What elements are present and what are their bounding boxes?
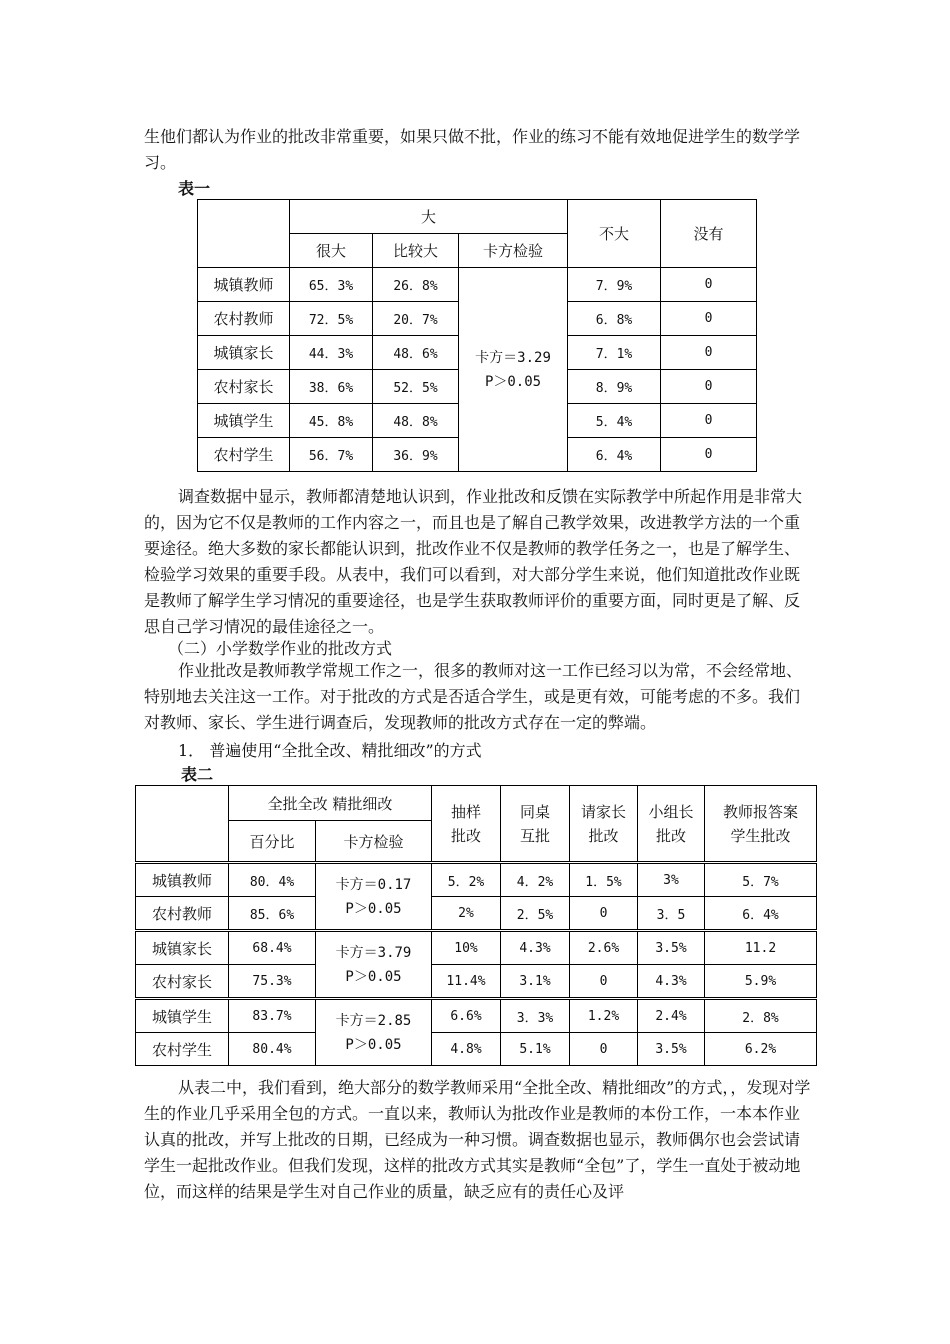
- table2-header-deskmate: [501, 786, 570, 863]
- table-cell: 6．4%: [568, 438, 661, 472]
- header-line: 批改: [655, 826, 686, 845]
- table-cell: 3．5: [638, 897, 705, 931]
- table2-header-teacher-answers: [705, 786, 817, 863]
- row-label: 农村家长: [136, 965, 229, 999]
- p-value: P＞0.05: [484, 373, 542, 390]
- table-cell: 6．4%: [705, 897, 817, 931]
- header-line: 批改: [450, 826, 481, 845]
- header-line: 学生批改: [730, 826, 791, 845]
- table-row: [136, 1033, 817, 1066]
- table-cell: 4.3%: [501, 931, 570, 965]
- table1: [197, 199, 757, 472]
- table-row: [136, 897, 817, 931]
- table-cell: 44．3%: [290, 336, 373, 370]
- table2-label: 表二: [181, 765, 214, 784]
- table-cell: 6．8%: [568, 302, 661, 336]
- table-cell: 10%: [432, 931, 501, 965]
- table-cell: 80．4%: [229, 863, 316, 897]
- table-cell: 1.2%: [570, 999, 638, 1033]
- chi-square-value: 卡方＝3.29: [475, 349, 551, 366]
- table2-chi-square-cell: [316, 999, 432, 1066]
- table-cell: 0: [570, 897, 638, 931]
- table1-group-header: 大: [290, 200, 568, 234]
- table2-header-parent: [570, 786, 638, 863]
- table1-header-budada: 不大: [568, 200, 661, 268]
- table-cell: 2.4%: [638, 999, 705, 1033]
- table-cell: 6.6%: [432, 999, 501, 1033]
- table-cell: 80.4%: [229, 1033, 316, 1066]
- row-label: 城镇学生: [198, 404, 290, 438]
- header-line: 教师报答案: [722, 802, 798, 821]
- table-cell: 38．6%: [290, 370, 373, 404]
- table-cell: 0: [661, 370, 757, 404]
- table-cell: 3.5%: [638, 1033, 705, 1066]
- table-cell: 0: [661, 336, 757, 370]
- row-label: 城镇教师: [136, 863, 229, 897]
- table-cell: 68.4%: [229, 931, 316, 965]
- table2-chi-square-cell: [316, 863, 432, 931]
- section-heading: （二）小学数学作业的批改方式: [168, 639, 393, 658]
- table-cell: 85．6%: [229, 897, 316, 931]
- body-paragraph-2: 作业批改是教师教学常规工作之一，很多的教师对这一工作已经习以为常，不会经常地、特别地去关注这一工作。对于批改的方式是否适合学生，或是更有效，可能考虑的不多。我们对教师、家长、学生进行调查后，发现教师的批改方式存在一定的弊端。: [144, 661, 803, 732]
- table-cell: 3.5%: [638, 931, 705, 965]
- table-row: [136, 999, 817, 1033]
- table-cell: 75.3%: [229, 965, 316, 999]
- table-cell: 2．5%: [501, 897, 570, 931]
- table-cell: 5．7%: [705, 863, 817, 897]
- table-cell: 48．8%: [373, 404, 459, 438]
- table2-group-header: 全批全改 精批细改: [229, 786, 432, 821]
- table-cell: 36．9%: [373, 438, 459, 472]
- table-row: [136, 863, 817, 897]
- table-cell: 0: [661, 404, 757, 438]
- table-cell: 6.2%: [705, 1033, 817, 1066]
- table-cell: 7．1%: [568, 336, 661, 370]
- table-cell: 0: [661, 302, 757, 336]
- chi-square-value: 卡方＝2.85: [335, 1012, 412, 1029]
- table-row: [136, 965, 817, 999]
- table2-chi-square-cell: [316, 931, 432, 999]
- table-cell: 52．5%: [373, 370, 459, 404]
- table-cell: 56．7%: [290, 438, 373, 472]
- table-cell: 0: [661, 438, 757, 472]
- header-line: 同桌: [519, 802, 550, 821]
- subheading: 1． 普遍使用“全批全改、精批细改”的方式: [178, 741, 482, 760]
- table-cell: 20．7%: [373, 302, 459, 336]
- table-cell: 2．8%: [705, 999, 817, 1033]
- table-cell: 0: [570, 1033, 638, 1066]
- header-line: 请家长: [580, 802, 626, 821]
- table-cell: 45．8%: [290, 404, 373, 438]
- table-row: [198, 268, 757, 302]
- header-line: 小组长: [648, 802, 694, 821]
- table-cell: 0: [661, 268, 757, 302]
- table-cell: 3%: [638, 863, 705, 897]
- table-cell: 83.7%: [229, 999, 316, 1033]
- table2: [135, 785, 817, 1066]
- row-label: 城镇学生: [136, 999, 229, 1033]
- table1-label: 表一: [178, 179, 211, 198]
- row-label: 城镇教师: [198, 268, 290, 302]
- header-line: 互批: [519, 826, 550, 845]
- body-paragraph-1: 调查数据中显示，教师都清楚地认识到，作业批改和反馈在实际教学中所起作用是非常大的，因为它不仅是教师的工作内容之一，而且也是了解自己教学效果，改进教学方法的一个重要途径。绝大多数的家长都能认识到，批改作业不仅是教师的教学任务之一，也是了解学生、检验学习效果的重要手段。从表中，我们可以看到，对大部分学生来说，他们知道批改作业既是教师了解学生学习情况的重要途径，也是学生获取教师评价的重要方面，同时更是了解、反思自己学习情况的最佳途径之一。: [144, 487, 803, 636]
- table1-header-meiyou: 没有: [661, 200, 757, 268]
- table-cell: 5．4%: [568, 404, 661, 438]
- table2-corner-cell: [136, 786, 229, 863]
- chi-square-value: 卡方＝0.17: [335, 876, 412, 893]
- table2-header-percent: 百分比: [229, 821, 316, 863]
- table-cell: 3.1%: [501, 965, 570, 999]
- table1-corner-cell: [198, 200, 290, 268]
- table1-header-hen-da: 很大: [290, 234, 373, 268]
- row-label: 城镇家长: [136, 931, 229, 965]
- table-row: [136, 931, 817, 965]
- header-line: 批改: [588, 826, 619, 845]
- table-cell: 11.2: [705, 931, 817, 965]
- table-cell: 5.1%: [501, 1033, 570, 1066]
- table-cell: 5.9%: [705, 965, 817, 999]
- table-cell: 11.4%: [432, 965, 501, 999]
- table2-header-sampling: [432, 786, 501, 863]
- table-cell: 2.6%: [570, 931, 638, 965]
- row-label: 农村学生: [198, 438, 290, 472]
- table2-header-group-leader: [638, 786, 705, 863]
- header-line: 抽样: [450, 802, 481, 821]
- p-value: P＞0.05: [345, 968, 402, 985]
- table-cell: 8．9%: [568, 370, 661, 404]
- table1-header-chi-square: 卡方检验: [459, 234, 568, 268]
- table-cell: 48．6%: [373, 336, 459, 370]
- table-cell: 3．3%: [501, 999, 570, 1033]
- table-cell: 1．5%: [570, 863, 638, 897]
- table-cell: 7．9%: [568, 268, 661, 302]
- table-cell: 26．8%: [373, 268, 459, 302]
- intro-paragraph: 生他们都认为作业的批改非常重要，如果只做不批，作业的练习不能有效地促进学生的数学学习。: [144, 127, 801, 172]
- table1-header-bijiao-da: 比较大: [373, 234, 459, 268]
- table-cell: 72．5%: [290, 302, 373, 336]
- table-cell: 4.3%: [638, 965, 705, 999]
- p-value: P＞0.05: [345, 900, 402, 917]
- table1-chi-square-cell: [459, 268, 568, 472]
- row-label: 农村学生: [136, 1033, 229, 1066]
- row-label: 农村家长: [198, 370, 290, 404]
- table-cell: 5．2%: [432, 863, 501, 897]
- row-label: 城镇家长: [198, 336, 290, 370]
- table-cell: 0: [570, 965, 638, 999]
- row-label: 农村教师: [198, 302, 290, 336]
- chi-square-value: 卡方＝3.79: [335, 944, 412, 961]
- table-cell: 4.8%: [432, 1033, 501, 1066]
- table-cell: 2%: [432, 897, 501, 931]
- body-paragraph-3: 从表二中，我们看到，绝大部分的数学教师采用“全批全改、精批细改”的方式，，发现对学生的作业几乎采用全包的方式。一直以来，教师认为批改作业是教师的本份工作，一本本作业认真的批改，并写上批改的日期，已经成为一种习惯。调查数据也显示，教师偶尔也会尝试请学生一起批改作业。但我们发现，这样的批改方式其实是教师“全包”了，学生一直处于被动地位，而这样的结果是学生对自己作业的质量，缺乏应有的责任心及评: [144, 1078, 811, 1201]
- table2-header-chi-square: 卡方检验: [316, 821, 432, 863]
- row-label: 农村教师: [136, 897, 229, 931]
- table-cell: 65．3%: [290, 268, 373, 302]
- table-cell: 4．2%: [501, 863, 570, 897]
- p-value: P＞0.05: [345, 1036, 402, 1053]
